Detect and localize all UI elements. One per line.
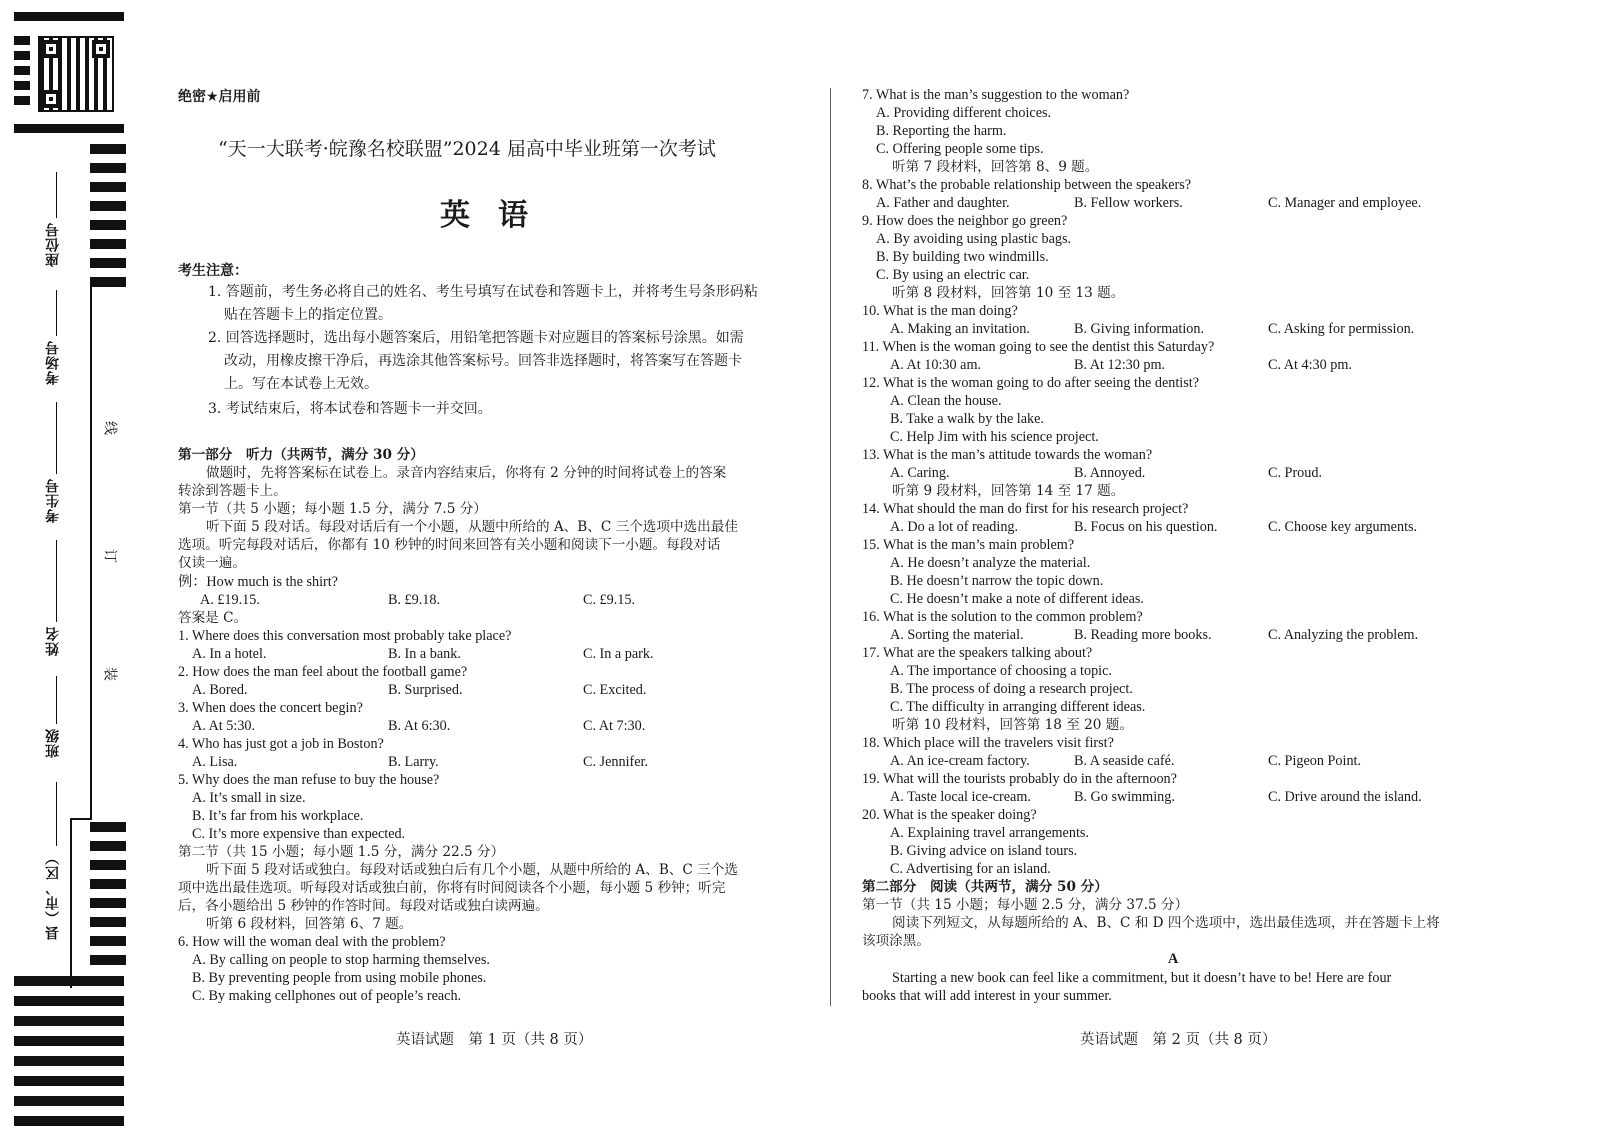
section2-intro: 项中选出最佳选项。听每段对话或独白前，你将有时间阅读各个小题，每小题 5 秒钟；听完 xyxy=(178,880,726,896)
question-2: 2. How does the man feel about the football game? xyxy=(178,664,468,680)
binding-line xyxy=(90,286,92,818)
notice-line: 上。写在本试卷上无效。 xyxy=(224,376,378,392)
part1-title: 第一部分 听力（共两节，满分 30 分） xyxy=(178,447,424,463)
question-6: 6. How will the woman deal with the problem? xyxy=(178,934,446,950)
class-label: 班级 xyxy=(45,728,61,758)
option: A. By calling on people to stop harming themselves. xyxy=(192,952,490,968)
option: B. Reporting the harm. xyxy=(876,123,1007,139)
confidential-mark: 绝密★启用前 xyxy=(178,89,261,105)
option: C. Analyzing the problem. xyxy=(1268,627,1419,643)
option: B. A seaside café. xyxy=(1074,753,1175,769)
page-1 xyxy=(178,0,800,1138)
example-option: C. £9.15. xyxy=(583,592,636,608)
question-20: 20. What is the speaker doing? xyxy=(862,807,1037,823)
option: B. Go swimming. xyxy=(1074,789,1175,805)
section2-title: 第二节（共 15 小题；每小题 1.5 分，满分 22.5 分） xyxy=(178,844,505,860)
question-1: 1. Where does this conversation most probably take place? xyxy=(178,628,512,644)
option: B. Giving advice on island tours. xyxy=(890,843,1078,859)
option: B. Fellow workers. xyxy=(1074,195,1183,211)
option: B. Annoyed. xyxy=(1074,465,1146,481)
option: B. Surprised. xyxy=(388,682,463,698)
option: B. Focus on his question. xyxy=(1074,519,1218,535)
example-question: 例：How much is the shirt? xyxy=(178,574,338,590)
example-answer: 答案是 C。 xyxy=(178,610,248,626)
section2-intro: 后，各小题给出 5 秒钟的作答时间。每段对话或独白读两遍。 xyxy=(178,898,549,914)
question-7: 7. What is the man’s suggestion to the woman? xyxy=(862,87,1130,103)
option: A. Making an invitation. xyxy=(890,321,1030,337)
subject-title: 英语 xyxy=(440,198,556,233)
question-10: 10. What is the man doing? xyxy=(862,303,1018,319)
option: A. Bored. xyxy=(192,682,248,698)
option: B. The process of doing a research project. xyxy=(890,681,1133,697)
question-4: 4. Who has just got a job in Boston? xyxy=(178,736,384,752)
material-6: 听第 6 段材料，回答第 6、7 题。 xyxy=(206,916,413,932)
option: A. The importance of choosing a topic. xyxy=(890,663,1112,679)
section1-intro: 听下面 5 段对话。每段对话后有一个小题，从题中所给的 A、B、C 三个选项中选出最佳 xyxy=(206,519,738,535)
question-16: 16. What is the solution to the common problem? xyxy=(862,609,1143,625)
option: A. In a hotel. xyxy=(192,646,267,662)
option: B. Larry. xyxy=(388,754,439,770)
option: C. Advertising for an island. xyxy=(890,861,1051,877)
option: C. Asking for permission. xyxy=(1268,321,1415,337)
option: C. At 4:30 pm. xyxy=(1268,357,1352,373)
option: B. At 12:30 pm. xyxy=(1074,357,1166,373)
option: A. At 10:30 am. xyxy=(890,357,982,373)
question-18: 18. Which place will the travelers visit first? xyxy=(862,735,1114,751)
section2-intro: 听下面 5 段对话或独白。每段对话或独白后有几个小题，从题中所给的 A、B、C 三个选 xyxy=(206,862,738,878)
material-7: 听第 7 段材料，回答第 8、9 题。 xyxy=(892,159,1099,175)
option: A. At 5:30. xyxy=(192,718,256,734)
part2-title: 第二部分 阅读（共两节，满分 50 分） xyxy=(862,879,1108,895)
question-15: 15. What is the man’s main problem? xyxy=(862,537,1075,553)
notice-line: 3. 考试结束后，将本试卷和答题卡一并交回。 xyxy=(208,401,492,417)
question-17: 17. What are the speakers talking about? xyxy=(862,645,1093,661)
part2-intro: 该项涂黑。 xyxy=(862,933,930,949)
notice-line: 2. 回答选择题时，选出每小题答案后，用铅笔把答题卡对应题目的答案标号涂黑。如需 xyxy=(208,330,744,346)
question-9: 9. How does the neighbor go green? xyxy=(862,213,1068,229)
option: B. Take a walk by the lake. xyxy=(890,411,1044,427)
option: A. Lisa. xyxy=(192,754,238,770)
option: B. By building two windmills. xyxy=(876,249,1049,265)
county-label: 县（市、区） xyxy=(45,850,61,940)
binding-line-lower xyxy=(70,818,72,988)
section1-title: 第一节（共 5 小题；每小题 1.5 分，满分 7.5 分） xyxy=(178,501,487,517)
option: A. By avoiding using plastic bags. xyxy=(876,231,1072,247)
section1-intro: 仅读一遍。 xyxy=(178,555,246,571)
material-9: 听第 9 段材料，回答第 14 至 17 题。 xyxy=(892,483,1125,499)
question-19: 19. What will the tourists probably do in the afternoon? xyxy=(862,771,1177,787)
notice-line: 贴在答题卡上的指定位置。 xyxy=(224,307,392,323)
option: A. Explaining travel arrangements. xyxy=(890,825,1089,841)
bind-word-bind: 装 xyxy=(104,665,118,681)
option: C. Offering people some tips. xyxy=(876,141,1044,157)
option: A. Taste local ice-cream. xyxy=(890,789,1031,805)
option: C. At 7:30. xyxy=(583,718,646,734)
passage-label: A xyxy=(1168,951,1179,967)
option: A. Providing different choices. xyxy=(876,105,1052,121)
option: A. It’s small in size. xyxy=(192,790,306,806)
bind-word-staple: 订 xyxy=(104,547,118,563)
material-8: 听第 8 段材料，回答第 10 至 13 题。 xyxy=(892,285,1125,301)
option: B. Reading more books. xyxy=(1074,627,1212,643)
option: B. In a bank. xyxy=(388,646,461,662)
option: C. In a park. xyxy=(583,646,654,662)
option: A. Sorting the material. xyxy=(890,627,1024,643)
name-label: 姓名 xyxy=(45,626,61,656)
part2-intro: 阅读下列短文，从每题所给的 A、B、C 和 D 四个选项中，选出最佳选项，并在答题卡上将 xyxy=(892,915,1440,931)
option: A. Do a lot of reading. xyxy=(890,519,1019,535)
question-3: 3. When does the concert begin? xyxy=(178,700,363,716)
option: C. Help Jim with his science project. xyxy=(890,429,1099,445)
bind-word-line: 线 xyxy=(104,419,118,435)
option: A. Clean the house. xyxy=(890,393,1002,409)
part1-intro: 转涂到答题卡上。 xyxy=(178,483,287,499)
question-8: 8. What’s the probable relationship between the speakers? xyxy=(862,177,1192,193)
option: C. Drive around the island. xyxy=(1268,789,1422,805)
option: C. By using an electric car. xyxy=(876,267,1030,283)
question-13: 13. What is the man’s attitude towards the woman? xyxy=(862,447,1153,463)
option: B. He doesn’t narrow the topic down. xyxy=(890,573,1104,589)
option: B. It’s far from his workplace. xyxy=(192,808,364,824)
example-option: B. £9.18. xyxy=(388,592,441,608)
exam-room-label: 考场号 xyxy=(45,340,61,385)
option: A. Caring. xyxy=(890,465,950,481)
exam-title: “天一大联考·皖豫名校联盟”2024 届高中毕业班第一次考试 xyxy=(218,138,716,160)
notice-line: 改动，用橡皮擦干净后，再选涂其他答案标号。回答非选择题时，将答案写在答题卡 xyxy=(224,353,742,369)
question-5: 5. Why does the man refuse to buy the house? xyxy=(178,772,440,788)
binding-strip xyxy=(0,0,130,1138)
notice-line: 1. 答题前，考生务必将自己的姓名、考生号填写在试卷和答题卡上，并将考生号条形码粘 xyxy=(208,284,758,300)
option: C. It’s more expensive than expected. xyxy=(192,826,406,842)
option: A. Father and daughter. xyxy=(876,195,1010,211)
option: C. The difficulty in arranging different ideas. xyxy=(890,699,1146,715)
option: C. Choose key arguments. xyxy=(1268,519,1418,535)
option: A. He doesn’t analyze the material. xyxy=(890,555,1091,571)
option: C. Excited. xyxy=(583,682,647,698)
option: C. By making cellphones out of people’s reach. xyxy=(192,988,462,1004)
option: C. Pigeon Point. xyxy=(1268,753,1362,769)
passage-text: books that will add interest in your summer. xyxy=(862,988,1112,1004)
option: A. An ice-cream factory. xyxy=(890,753,1030,769)
passage-text: Starting a new book can feel like a commitment, but it doesn’t have to be! Here are four xyxy=(892,970,1392,986)
option: C. He doesn’t make a note of different ideas. xyxy=(890,591,1144,607)
part2-section1-title: 第一节（共 15 小题；每小题 2.5 分，满分 37.5 分） xyxy=(862,897,1189,913)
option: C. Manager and employee. xyxy=(1268,195,1422,211)
question-12: 12. What is the woman going to do after seeing the dentist? xyxy=(862,375,1200,391)
seat-number-label: 座位号 xyxy=(45,222,61,267)
material-10: 听第 10 段材料，回答第 18 至 20 题。 xyxy=(892,717,1133,733)
option: B. By preventing people from using mobile phones. xyxy=(192,970,487,986)
option: C. Proud. xyxy=(1268,465,1322,481)
candidate-number-label: 考生号 xyxy=(45,478,61,523)
page-footer-left: 英语试题 第 1 页（共 8 页） xyxy=(396,1032,593,1048)
example-option: A. £19.15. xyxy=(200,592,260,608)
section1-intro: 选项。听完每段对话后，你都有 10 秒钟的时间来回答有关小题和阅读下一小题。每段对话 xyxy=(178,537,721,553)
question-14: 14. What should the man do first for his research project? xyxy=(862,501,1189,517)
column-divider xyxy=(830,88,831,1006)
question-11: 11. When is the woman going to see the dentist this Saturday? xyxy=(862,339,1215,355)
qr-code xyxy=(38,36,114,112)
option: B. At 6:30. xyxy=(388,718,451,734)
page-2 xyxy=(862,0,1494,1138)
option: B. Giving information. xyxy=(1074,321,1205,337)
notice-heading: 考生注意： xyxy=(178,263,248,279)
part1-intro: 做题时，先将答案标在试卷上。录音内容结束后，你将有 2 分钟的时间将试卷上的答案 xyxy=(206,465,727,481)
option: C. Jennifer. xyxy=(583,754,649,770)
page-footer-right: 英语试题 第 2 页（共 8 页） xyxy=(1080,1032,1277,1048)
